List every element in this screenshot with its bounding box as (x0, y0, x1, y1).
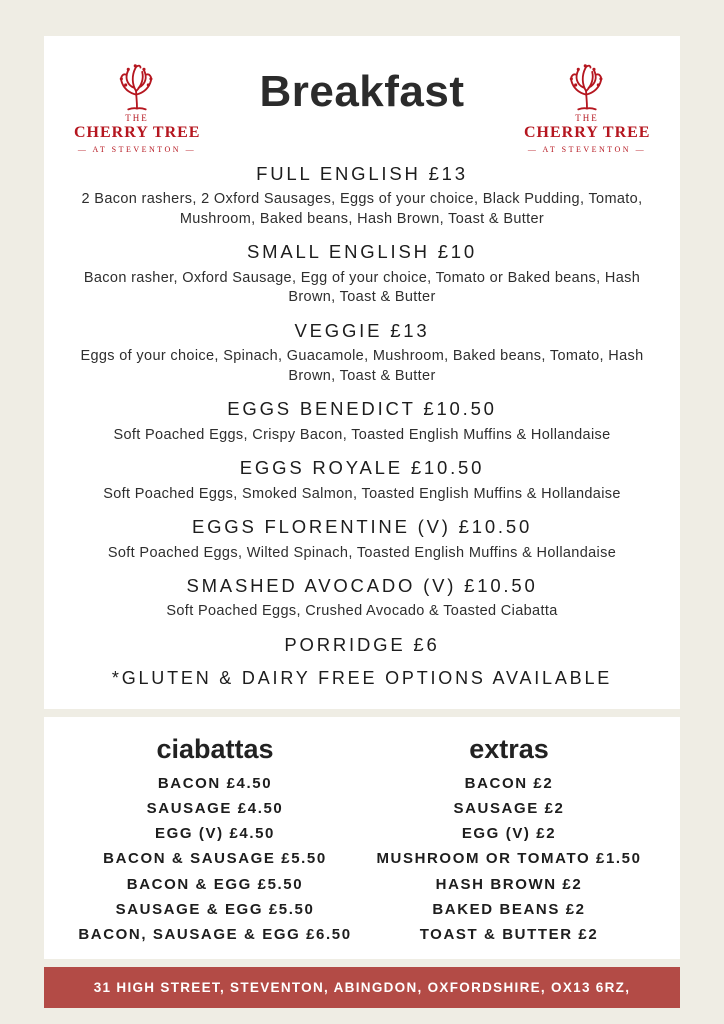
ciabatta-item: BACON & EGG £5.50 (126, 875, 304, 893)
logo-subtitle: — AT STEVENTON — (527, 145, 647, 154)
extra-item: MUSHROOM OR TOMATO £1.50 (376, 850, 642, 868)
extra-item: HASH BROWN £2 (435, 875, 583, 893)
menu-item-title: SMALL ENGLISH £10 (247, 241, 477, 263)
menu-list (74, 164, 650, 655)
menu-item-desc: 2 Bacon rashers, 2 Oxford Sausages, Eggs of your choice, Black Pudding, Tomato, Mushroom, Baked beans, Hash Brown, Toast & Butter (81, 191, 643, 227)
menu-item-title: VEGGIE £13 (294, 319, 430, 341)
cherry-tree-icon (74, 58, 200, 112)
ciabatta-item: EGG (V) £4.50 (154, 825, 275, 843)
extra-item: BACON £2 (464, 774, 554, 792)
ciabattas-title: ciabattas (156, 734, 274, 765)
menu-item-desc: Soft Poached Eggs, Smoked Salmon, Toasted English Muffins & Hollandaise (103, 485, 621, 502)
menu-item-title: FULL ENGLISH £13 (256, 163, 468, 184)
logo-name: CHERRY TREE (74, 124, 201, 141)
dietary-note: *GLUTEN & DAIRY FREE OPTIONS AVAILABLE (111, 668, 613, 689)
extra-item: EGG (V) £2 (461, 825, 557, 843)
menu-item-desc: Bacon rasher, Oxford Sausage, Egg of your choice, Tomato or Baked beans, Hash Brown, Toast & Butter (83, 269, 641, 306)
menu-item-desc: Eggs of your choice, Spinach, Guacamole, Mushroom, Baked beans, Tomato, Hash Brown, Toast & Butter (80, 348, 644, 384)
menu-item (74, 164, 650, 229)
extras-column (362, 735, 656, 943)
extra-item: BAKED BEANS £2 (432, 900, 586, 918)
menu-item (74, 517, 650, 563)
ciabattas-column (68, 735, 362, 943)
menu-item-desc: Soft Poached Eggs, Crushed Avocado & Toasted Ciabatta (166, 603, 558, 620)
menu-item-title: EGGS BENEDICT £10.50 (227, 398, 497, 420)
logo-subtitle: — AT STEVENTON — (77, 145, 197, 154)
menu-item (74, 458, 650, 504)
menu-item-title: SMASHED AVOCADO (V) £10.50 (186, 575, 538, 597)
ciabatta-item: BACON £4.50 (157, 774, 273, 792)
logo-name: CHERRY TREE (524, 124, 651, 141)
menu-item (74, 635, 650, 655)
header (74, 58, 650, 154)
menu-item-title: EGGS FLORENTINE (V) £10.50 (191, 516, 533, 538)
menu-item-desc: Soft Poached Eggs, Crispy Bacon, Toasted English Muffins & Hollandaise (113, 426, 611, 443)
menu-item-desc: Soft Poached Eggs, Wilted Spinach, Toasted English Muffins & Hollandaise (107, 544, 617, 561)
ciabatta-item: BACON & SAUSAGE £5.50 (103, 850, 327, 868)
menu-item (74, 576, 650, 622)
page-title: Breakfast (259, 67, 465, 116)
logo-right (524, 58, 650, 154)
extras-title: extras (469, 734, 549, 765)
menu-item (74, 321, 650, 386)
ciabatta-item: SAUSAGE & EGG £5.50 (115, 900, 315, 918)
ciabatta-item: BACON, SAUSAGE & EGG £6.50 (78, 926, 352, 944)
ciabatta-item: SAUSAGE £4.50 (146, 799, 284, 817)
menu-item (74, 399, 650, 445)
extra-item: SAUSAGE £2 (453, 799, 565, 817)
logo-left (74, 58, 200, 154)
address-banner: 31 HIGH STREET, STEVENTON, ABINGDON, OXFORDSHIRE, OX13 6RZ, (44, 967, 680, 1008)
logo-the: THE (125, 113, 149, 123)
menu-item-title: PORRIDGE £6 (284, 634, 440, 656)
cherry-tree-icon (524, 58, 650, 112)
menu-item-title: EGGS ROYALE £10.50 (239, 457, 485, 479)
logo-the: THE (575, 113, 599, 123)
sides-card (44, 717, 680, 959)
menu-item (74, 242, 650, 307)
extra-item: TOAST & BUTTER £2 (419, 926, 599, 944)
breakfast-card (44, 36, 680, 709)
